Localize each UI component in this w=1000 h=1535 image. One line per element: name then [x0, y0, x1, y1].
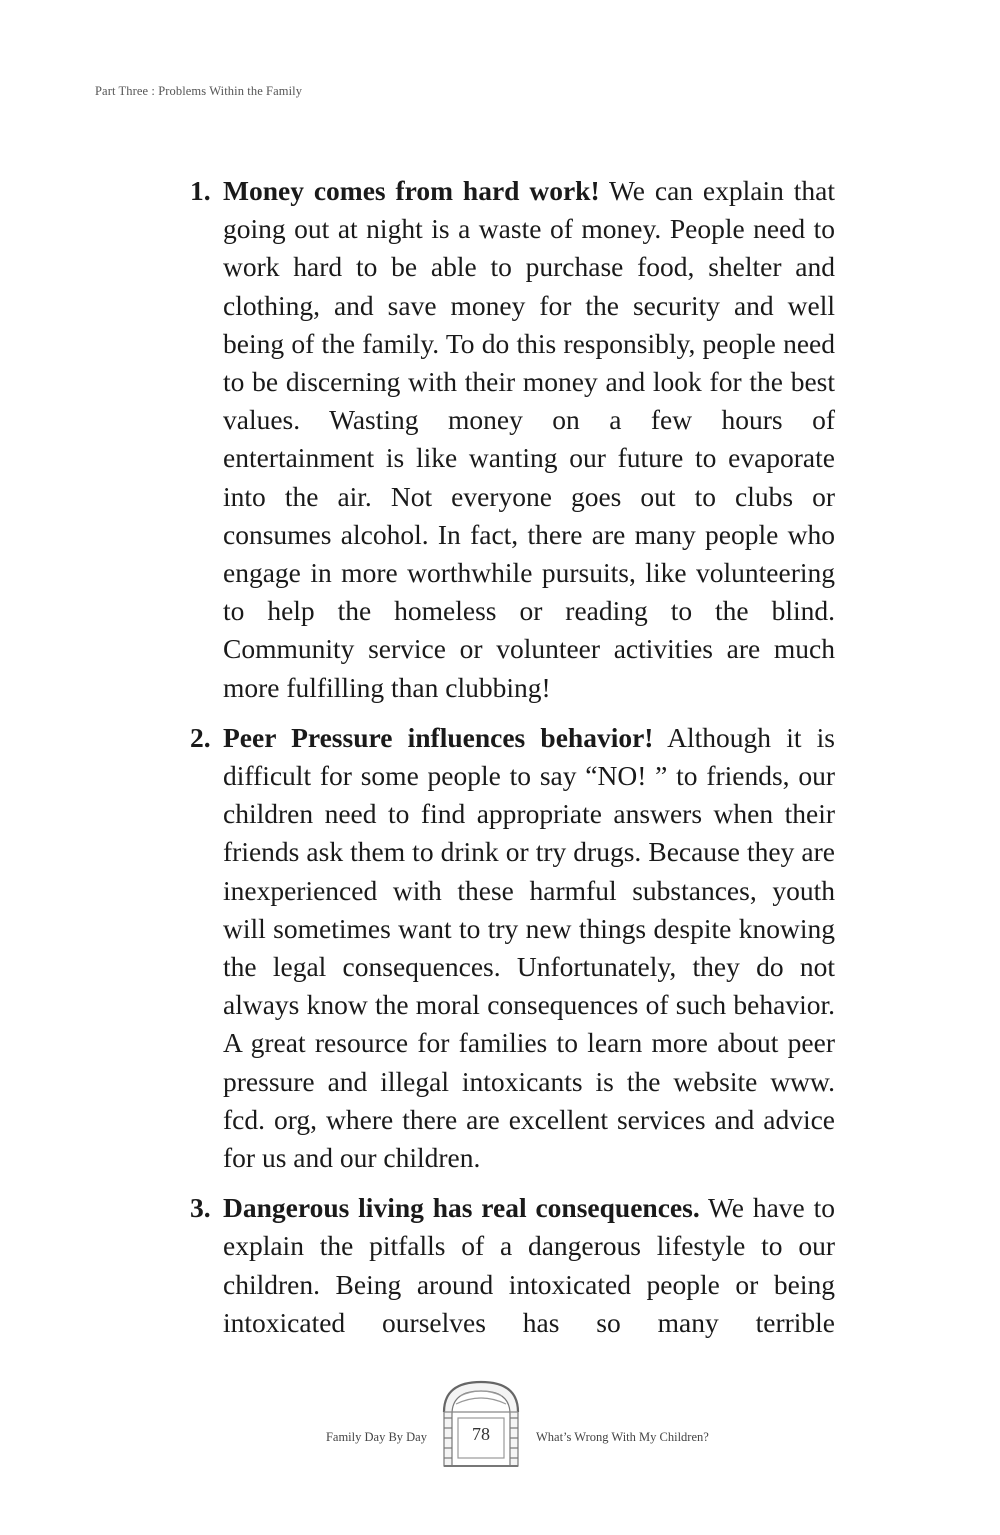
page-footer	[0, 1378, 1000, 1468]
item-text: Although it is difficult for some people to say “NO! ” to friends, our children need to find appropriate answers when their friends ask them to drink or try drugs. Because they are inexperienced with these harmful substances, youth will sometimes want to try new things despite knowing the legal consequences. Unfortunately, they do not always know the moral consequences of such behavior. A great resource for families to learn more about peer pressure and illegal intoxicants is the website www. fcd. org, where there are excellent services and advice for us and our children.	[223, 721, 835, 1174]
item-lead: Peer Pressure influences behavior!	[223, 721, 654, 753]
item-text: We have to explain the pitfalls of a dangerous lifestyle to our children. Being around intoxicated people or being intoxicated ourselves has so many terrible	[223, 1192, 835, 1338]
item-number: 2.	[190, 721, 211, 753]
arch-ornament-icon	[440, 1378, 522, 1468]
item-body	[223, 1189, 835, 1342]
item-lead: Money comes from hard work!	[223, 175, 600, 206]
item-text: We can explain that going out at night is a waste of money. People need to work hard to be able to purchase food, shelter and clothing, and save money for the security and well being of the family. To do this responsibly, people need to be discerning with their money and look for the best values. Wasting money on a few hours of entertainment is like wanting our future to evaporate into the air. Not everyone goes out to clubs or consumes alcohol. In fact, there are many people who engage in more worthwhile pursuits, like volunteering to help the homeless or reading to the blind. Community service or volunteer activities are much more fulfilling than clubbing!	[223, 175, 835, 703]
item-body	[223, 172, 835, 707]
main-content	[190, 172, 835, 1354]
list-item-1	[190, 172, 835, 707]
item-number: 3.	[190, 1192, 211, 1224]
list-item-2	[190, 719, 835, 1177]
item-body	[223, 719, 835, 1177]
footer-section-title: What’s Wrong With My Children?	[536, 1430, 709, 1444]
page-number: 78	[472, 1424, 490, 1444]
list-item-3	[190, 1189, 835, 1342]
item-lead: Dangerous living has real consequences.	[223, 1192, 700, 1224]
running-header: Part Three : Problems Within the Family	[95, 84, 303, 98]
footer-book-title: Family Day By Day	[325, 1430, 427, 1444]
item-number: 1.	[190, 175, 211, 206]
